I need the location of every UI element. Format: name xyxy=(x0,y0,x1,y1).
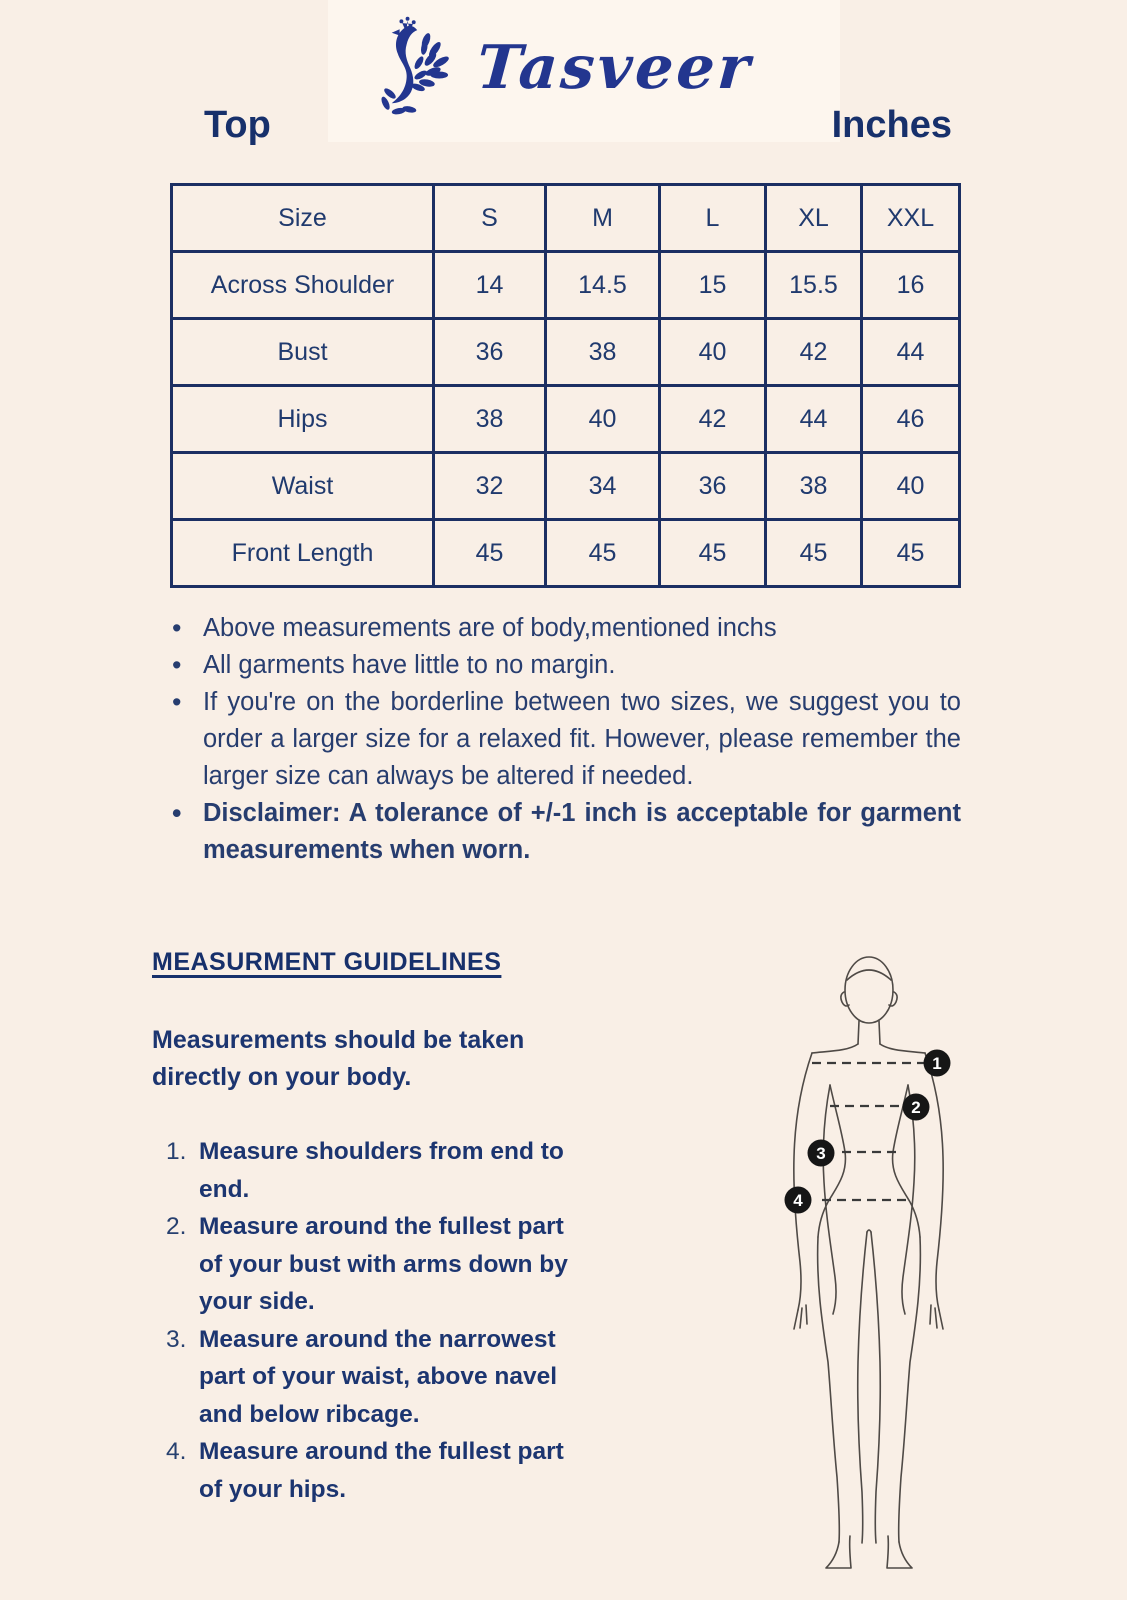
marker-2-label: 2 xyxy=(911,1098,921,1117)
row-label: Waist xyxy=(172,453,434,520)
row-label: Bust xyxy=(172,319,434,386)
step-item: Measure shoulders from end to end. xyxy=(199,1138,564,1203)
cell-value: 38 xyxy=(546,319,660,386)
col-header-xxl: XXL xyxy=(862,185,960,252)
cell-value: 14.5 xyxy=(546,252,660,319)
row-label: Across Shoulder xyxy=(172,252,434,319)
cell-value: 44 xyxy=(766,386,862,453)
col-header-s: S xyxy=(434,185,546,252)
size-chart-table xyxy=(170,183,961,588)
step-item: Measure around the fullest part of your hips. xyxy=(199,1438,564,1503)
section-titles xyxy=(170,104,958,147)
col-header-m: M xyxy=(546,185,660,252)
guidelines-intro: Measurements should be taken directly on your body. xyxy=(152,1026,525,1091)
step-item: Measure around the fullest part of your bust with arms down by your side. xyxy=(199,1213,568,1315)
cell-value: 36 xyxy=(660,453,766,520)
cell-value: 40 xyxy=(862,453,960,520)
table-row-hips xyxy=(172,386,960,453)
cell-value: 45 xyxy=(862,520,960,587)
body-measurement-diagram xyxy=(712,932,1012,1572)
unit-title: Inches xyxy=(831,104,952,146)
cell-value: 16 xyxy=(862,252,960,319)
note-item: • All garments have little to no margin. xyxy=(163,647,961,684)
col-header-l: L xyxy=(660,185,766,252)
guidelines-heading: MEASURMENT GUIDELINES xyxy=(152,948,502,976)
step-item: Measure around the narrowest part of your waist, above navel and below ribcage. xyxy=(199,1325,558,1428)
row-label: Front Length xyxy=(172,520,434,587)
marker-4-label: 4 xyxy=(793,1191,803,1210)
cell-value: 45 xyxy=(766,520,862,587)
table-row-front-length xyxy=(172,520,960,587)
measurement-notes-list xyxy=(163,610,961,869)
cell-value: 40 xyxy=(546,386,660,453)
cell-value: 38 xyxy=(434,386,546,453)
brand-name: Tasveer xyxy=(474,33,755,103)
cell-value: 36 xyxy=(434,319,546,386)
cell-value: 42 xyxy=(660,386,766,453)
cell-value: 45 xyxy=(546,520,660,587)
body-figure-illustration xyxy=(712,932,1012,1572)
note-item: • If you're on the borderline between two sizes, we suggest you to order a larger size for a relaxed fit. However, please remember the larger size can always be altered if needed. xyxy=(163,684,961,795)
table-row-across-shoulder xyxy=(172,252,960,319)
table-row-waist xyxy=(172,453,960,520)
note-item-disclaimer: • Disclaimer: A tolerance of +/-1 inch is acceptable for garment measurements when worn. xyxy=(163,795,961,869)
col-header-size: Size xyxy=(172,185,434,252)
cell-value: 32 xyxy=(434,453,546,520)
cell-value: 45 xyxy=(434,520,546,587)
garment-type-title: Top xyxy=(204,104,271,146)
cell-value: 15.5 xyxy=(766,252,862,319)
marker-1-label: 1 xyxy=(932,1054,942,1073)
cell-value: 15 xyxy=(660,252,766,319)
note-item: • Above measurements are of body,mentioned inchs xyxy=(163,610,961,647)
table-header-row xyxy=(172,185,960,252)
cell-value: 45 xyxy=(660,520,766,587)
cell-value: 38 xyxy=(766,453,862,520)
measurement-steps-list xyxy=(152,1133,570,1508)
cell-value: 42 xyxy=(766,319,862,386)
marker-3-label: 3 xyxy=(816,1144,826,1163)
cell-value: 46 xyxy=(862,386,960,453)
table-row-bust xyxy=(172,319,960,386)
cell-value: 34 xyxy=(546,453,660,520)
col-header-xl: XL xyxy=(766,185,862,252)
cell-value: 44 xyxy=(862,319,960,386)
cell-value: 40 xyxy=(660,319,766,386)
row-label: Hips xyxy=(172,386,434,453)
cell-value: 14 xyxy=(434,252,546,319)
